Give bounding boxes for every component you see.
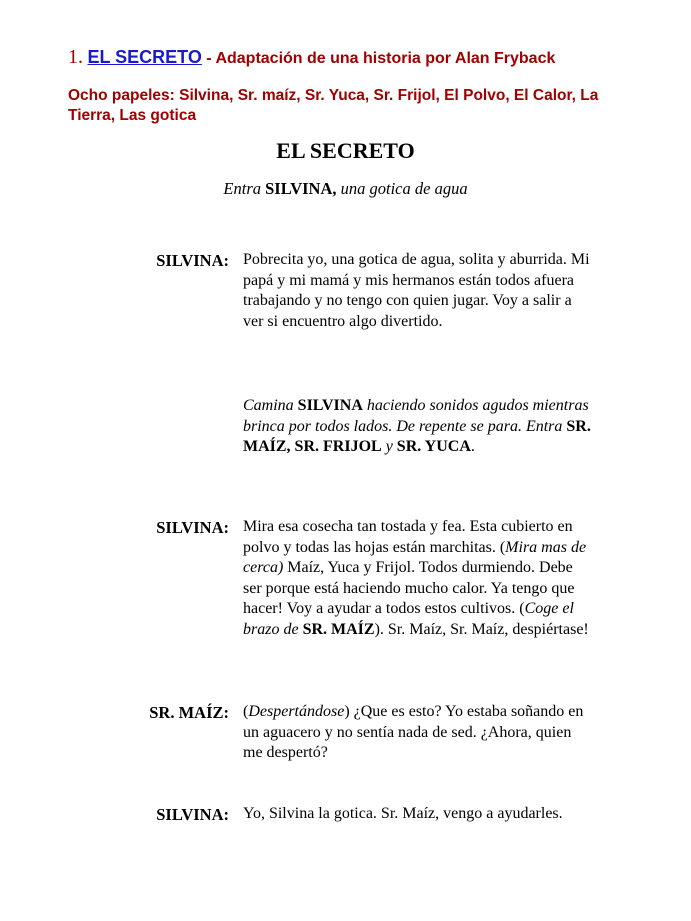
dialogue-text: Yo, Silvina la gotica. Sr. Maíz, vengo a ayudarles. (243, 805, 563, 822)
character-name: SR. YUCA (396, 438, 471, 455)
speaker-label: SILVINA: (156, 251, 229, 270)
heading-subtitle: - Adaptación de una historia por Alan Fryback (201, 50, 556, 67)
direction-text: haciendo sonidos agudos mientras brinca por todos lados. De repente se para. Entra (243, 397, 589, 435)
title-link[interactable]: EL SECRETO (87, 47, 202, 67)
dialogue-text: Pobrecita yo, una gotica de agua, solita y aburrida. Mi papá y mi mamá y mis hermanos están todos afuera trabajando y no tengo con quien jugar. Voy a salir a ver si encuentro algo divertido. (243, 251, 590, 330)
dialogue-part: Maíz, Yuca y Frijol. Todos durmiendo. Debe ser porque está haciendo mucho calor. Ya tengo que hacer! Voy a ayudar a todos estos cultivos. ( (243, 559, 575, 617)
dialogue-part: ( (243, 703, 249, 720)
direction-text: y (381, 438, 397, 455)
direction-text: Camina (243, 397, 298, 414)
entrance-lead: Entra (223, 179, 266, 198)
play-title: EL SECRETO (276, 138, 415, 163)
roles-line: Ocho papeles: Silvina, Sr. maíz, Sr. Yuca, Sr. Frijol, El Polvo, El Calor, La Tierra, Las gotica (68, 87, 599, 124)
dialogue-text (243, 517, 593, 640)
dialogue-part: Mira esa cosecha tan tostada y fea. Esta cubierto en polvo y todas las hojas están marchitas. ( (243, 518, 573, 556)
entrance-rest: una gotica de agua (336, 179, 468, 198)
character-name: SR. MAÍZ (302, 620, 375, 638)
dialogue-text (243, 702, 593, 764)
dialogue-part: ). Sr. Maíz, Sr. Maíz, despiértase! (374, 620, 589, 638)
direction-text: . (470, 438, 475, 455)
character-name: SR. MAÍZ, SR. FRIJOL (243, 417, 591, 455)
dialogue-part: ) ¿Que es esto? Yo estaba soñando en un aguacero y no sentía nada de sed. ¿Ahora, quien me despertó? (243, 703, 584, 761)
entrance-direction (0, 179, 691, 199)
speaker-label: SILVINA: (156, 805, 229, 824)
aside-text: Mira mas de cerca) (243, 538, 587, 576)
speaker-label: SR. MAÍZ: (149, 703, 229, 722)
section-number: 1. (68, 46, 83, 68)
entrance-name: SILVINA, (265, 179, 337, 198)
aside-text: Coge el brazo de (243, 600, 574, 638)
stage-direction (243, 396, 593, 458)
speaker-label: SILVINA: (156, 518, 229, 537)
character-name: SILVINA (297, 397, 363, 414)
aside-text: Despertándose (248, 703, 345, 720)
document-heading (68, 46, 555, 69)
